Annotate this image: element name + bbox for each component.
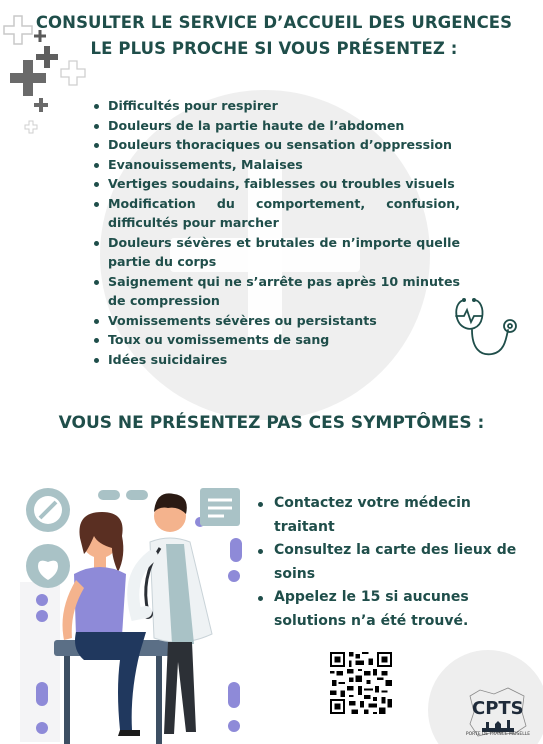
- list-item: Appelez le 15 si aucunes solutions n’a été trouvé.: [258, 586, 528, 633]
- page-title: CONSULTER LE SERVICE D’ACCUEIL DES URGENCES LE PLUS PROCHE SI VOUS PRÉSENTEZ :: [35, 13, 513, 58]
- list-item: Contactez votre médecin traitant: [258, 492, 528, 539]
- advice-list: [258, 492, 528, 633]
- qr-code-icon[interactable]: [330, 652, 392, 714]
- list-item: Consultez la carte des lieux de soins: [258, 539, 528, 586]
- section-subtitle: VOUS NE PRÉSENTEZ PAS CES SYMPTÔMES :: [58, 413, 485, 433]
- plus-cross-icon: [10, 60, 46, 96]
- list-item: Vomissements sévères ou persistants: [92, 311, 460, 331]
- list-item: Vertiges soudains, faiblesses ou troubles visuels: [92, 174, 460, 194]
- list-item: Idées suicidaires: [92, 350, 460, 370]
- list-item: Modification du comportement, confusion, difficultés pour marcher: [92, 194, 460, 233]
- list-item: Douleurs de la partie haute de l’abdomen: [92, 116, 460, 136]
- list-item: Saignement qui ne s’arrête pas après 10 minutes de compression: [92, 272, 460, 311]
- doctor-patient-illustration: [20, 482, 250, 744]
- logo-text: CPTS: [472, 698, 524, 719]
- list-item: Douleurs sévères et brutales de n’importe quelle partie du corps: [92, 233, 460, 272]
- plus-cross-icon: [60, 60, 86, 86]
- list-item: Difficultés pour respirer: [92, 96, 460, 116]
- plus-cross-icon: [34, 98, 48, 112]
- list-item: Toux ou vomissements de sang: [92, 330, 460, 350]
- list-item: Evanouissements, Malaises: [92, 155, 460, 175]
- symptoms-list: [92, 96, 460, 369]
- plus-cross-icon: [24, 120, 38, 134]
- stethoscope-icon: [450, 292, 525, 360]
- logo-subtitle: PORTE DE FRANCE MOSELLE: [465, 732, 531, 737]
- list-item: Douleurs thoraciques ou sensation d’oppression: [92, 135, 460, 155]
